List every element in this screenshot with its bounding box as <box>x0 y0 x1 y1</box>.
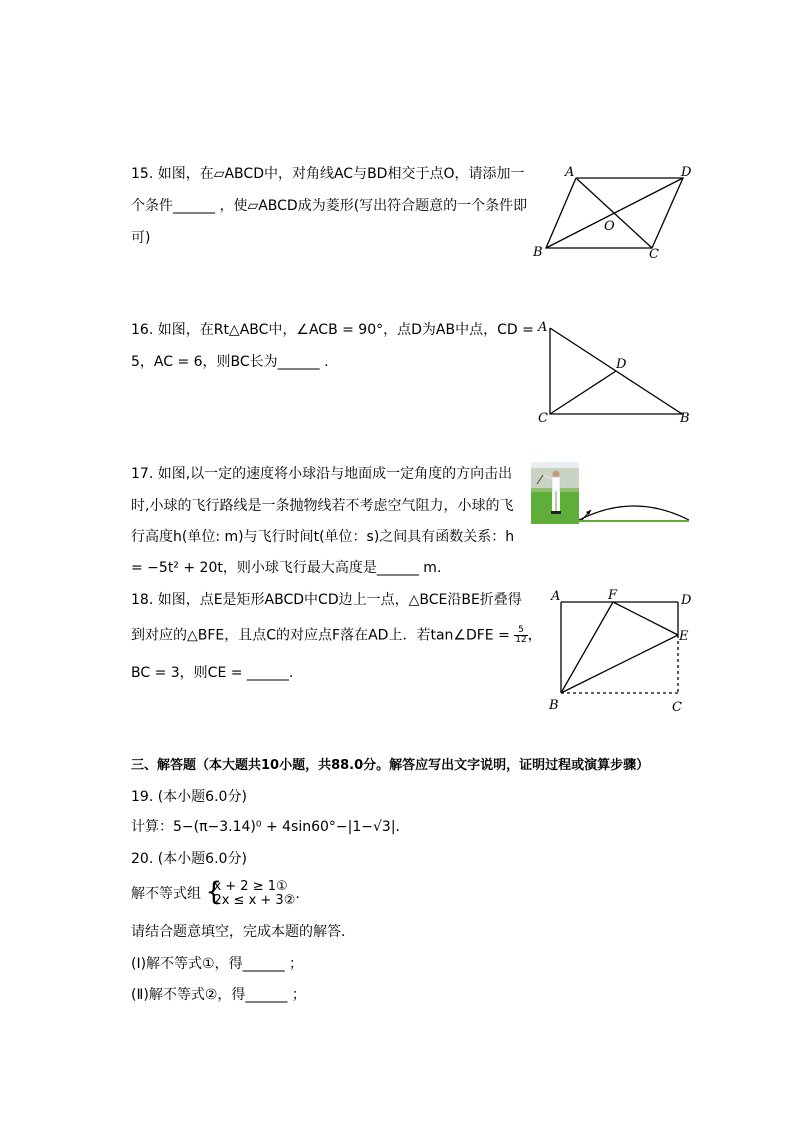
fraction-5-12 <box>514 626 527 645</box>
label-A: A <box>538 320 548 335</box>
q17-line-1: 17. 如图,以一定的速度将小球沿与地面成一定角度的方向击出 <box>131 466 513 482</box>
q19-header: 19. (本小题6.0分) <box>131 789 247 805</box>
label-D: D <box>681 165 692 180</box>
q20-suffix: . <box>295 886 300 902</box>
q15-line-1: 15. 如图，在▱ABCD中，对角线AC与BD相交于点O，请添加一 <box>131 166 525 182</box>
q18-line-2-end: ， <box>527 627 542 644</box>
q17-line-4: = −5t² + 20t，则小球飞行最大高度是______ m. <box>131 560 442 576</box>
label-A: A <box>551 589 561 604</box>
q20-part-2: (Ⅱ)解不等式②，得______ ； <box>131 987 306 1003</box>
q18-line-2-text: 到对应的△BFE，且点C的对应点F落在AD上．若tan∠DFE = <box>131 627 510 644</box>
q17-line-2: 时,小球的飞行路线是一条抛物线若不考虑空气阻力，小球的飞 <box>131 498 514 514</box>
q20-part-1: (Ⅰ)解不等式①，得______ ； <box>131 956 304 972</box>
q18-line-2 <box>131 626 542 645</box>
label-C: C <box>672 700 682 715</box>
inequality-system <box>205 877 296 908</box>
label-O: O <box>604 219 615 234</box>
q15-line-3: 可) <box>131 230 151 246</box>
label-B: B <box>533 245 543 260</box>
label-E: E <box>679 629 689 644</box>
inequality-1: x + 2 ≥ 1① <box>213 879 288 894</box>
q15-line-2: 个条件______ ，使▱ABCD成为菱形(写出符合题意的一个条件即 <box>131 198 528 214</box>
q20-system-line <box>131 877 300 908</box>
q19-body: 计算：5−(π−3.14)⁰ + 4sin60°−|1−√3|． <box>131 819 410 835</box>
q20-prefix: 解不等式组 <box>131 886 201 902</box>
label-F: F <box>608 588 618 603</box>
rectangle-fold-figure <box>545 588 695 716</box>
q16-line-1: 16. 如图，在Rt△ABC中，∠ACB = 90°，点D为AB中点，CD = <box>131 322 534 338</box>
label-C: C <box>649 247 659 262</box>
q17-line-3: 行高度h(单位: m)与飞行时间t(单位：s)之间具有函数关系：h <box>131 529 515 545</box>
q16-line-2: 5，AC = 6，则BC长为______ . <box>131 354 329 370</box>
parallelogram-figure <box>528 160 703 265</box>
fraction-numerator: 5 <box>514 626 527 636</box>
q18-line-3: BC = 3，则CE = ______. <box>131 665 294 681</box>
golf-photo <box>531 462 691 526</box>
fraction-denominator: 12 <box>515 635 527 645</box>
q20-instruction: 请结合题意填空，完成本题的解答． <box>131 924 355 940</box>
section-3-heading: 三、解答题（本大题共10小题，共88.0分。解答应写出文字说明，证明过程或演算步骤） <box>131 758 650 773</box>
label-D: D <box>681 593 692 608</box>
inequality-2: 2x ≤ x + 3② <box>213 893 296 908</box>
right-triangle-figure <box>532 316 702 428</box>
label-B: B <box>680 411 690 426</box>
label-C: C <box>538 411 548 426</box>
brace-icon: { <box>205 877 222 907</box>
q18-line-1: 18. 如图，点E是矩形ABCD中CD边上一点，△BCE沿BE折叠得 <box>131 592 522 608</box>
label-D: D <box>616 357 627 372</box>
label-A: A <box>565 165 575 180</box>
q20-header: 20. (本小题6.0分) <box>131 851 247 867</box>
label-B: B <box>549 698 559 713</box>
